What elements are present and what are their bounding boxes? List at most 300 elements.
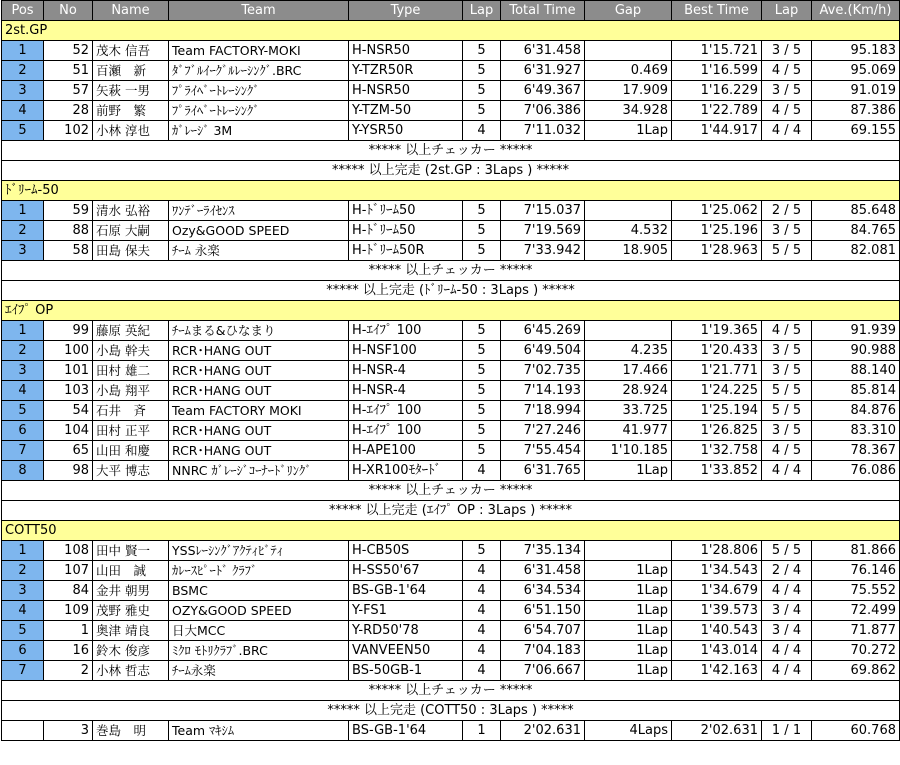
gap-cell: 1Lap — [585, 581, 672, 601]
name-cell: 田村 雄二 — [93, 361, 169, 381]
total-time-cell: 6'34.534 — [501, 581, 585, 601]
best-time-cell: 1'26.825 — [672, 421, 762, 441]
number-cell: 98 — [44, 461, 93, 481]
pos-cell: 1 — [2, 41, 44, 61]
type-cell: H-XR100ﾓﾀｰﾄﾞ — [349, 461, 463, 481]
total-time-cell: 7'06.667 — [501, 661, 585, 681]
table-row — [2, 601, 900, 621]
table-row — [2, 101, 900, 121]
number-cell: 100 — [44, 341, 93, 361]
total-time-cell: 7'06.386 — [501, 101, 585, 121]
number-cell: 52 — [44, 41, 93, 61]
lap-cell: 4 — [463, 561, 501, 581]
type-cell: H-ﾄﾞﾘｰﾑ50 — [349, 201, 463, 221]
type-cell: H-NSR-4 — [349, 381, 463, 401]
pos-cell: 2 — [2, 221, 44, 241]
best-time-cell: 1'24.225 — [672, 381, 762, 401]
gap-cell: 41.977 — [585, 421, 672, 441]
pos-cell: 1 — [2, 321, 44, 341]
team-cell: YSSﾚｰｼﾝｸﾞｱｸﾃｨﾋﾞﾃｨ — [169, 541, 349, 561]
average-speed-cell: 88.140 — [812, 361, 900, 381]
name-cell: 巻島 明 — [93, 721, 169, 741]
average-speed-cell: 78.367 — [812, 441, 900, 461]
average-speed-cell: 95.183 — [812, 41, 900, 61]
finish-note — [2, 281, 900, 301]
pos-cell: 2 — [2, 341, 44, 361]
type-cell: Y-RD50'78 — [349, 621, 463, 641]
average-speed-cell: 82.081 — [812, 241, 900, 261]
checker-note — [2, 681, 900, 701]
best-lap-cell: 1 / 1 — [762, 721, 812, 741]
table-row — [2, 81, 900, 101]
type-cell: H-ｴｲﾌﾟ 100 — [349, 321, 463, 341]
table-row — [2, 401, 900, 421]
table-row — [2, 541, 900, 561]
lap-cell: 4 — [463, 621, 501, 641]
team-cell: Ozy&GOOD SPEED — [169, 221, 349, 241]
pos-cell: 6 — [2, 421, 44, 441]
lap-cell: 5 — [463, 221, 501, 241]
gap-cell: 1Lap — [585, 661, 672, 681]
number-cell: 65 — [44, 441, 93, 461]
finish-note-text: ***** 以上完走 (ｴｲﾌﾟ OP : 3Laps ) ***** — [2, 501, 900, 521]
number-cell: 54 — [44, 401, 93, 421]
best-time-cell: 1'15.721 — [672, 41, 762, 61]
name-cell: 前野 繁 — [93, 101, 169, 121]
best-lap-cell: 4 / 4 — [762, 661, 812, 681]
type-cell: H-NSR-4 — [349, 361, 463, 381]
gap-cell: 1Lap — [585, 121, 672, 141]
number-cell: 102 — [44, 121, 93, 141]
table-row — [2, 61, 900, 81]
team-cell: ﾌﾟﾗｲﾍﾞｰﾄﾚｰｼﾝｸﾞ — [169, 81, 349, 101]
total-time-cell: 7'15.037 — [501, 201, 585, 221]
gap-cell: 33.725 — [585, 401, 672, 421]
name-cell: 田島 保夫 — [93, 241, 169, 261]
column-header: Best Time — [672, 1, 762, 21]
gap-cell — [585, 41, 672, 61]
table-row — [2, 341, 900, 361]
name-cell: 茂木 信吾 — [93, 41, 169, 61]
average-speed-cell: 91.019 — [812, 81, 900, 101]
team-cell: RCR･HANG OUT — [169, 421, 349, 441]
best-time-cell: 1'25.062 — [672, 201, 762, 221]
table-row — [2, 221, 900, 241]
total-time-cell: 7'33.942 — [501, 241, 585, 261]
type-cell: H-NSR50 — [349, 41, 463, 61]
type-cell: H-ﾄﾞﾘｰﾑ50 — [349, 221, 463, 241]
average-speed-cell: 83.310 — [812, 421, 900, 441]
column-header: Lap — [762, 1, 812, 21]
table-row — [2, 201, 900, 221]
number-cell: 59 — [44, 201, 93, 221]
checker-note-text: ***** 以上チェッカー ***** — [2, 141, 900, 161]
type-cell: H-ｴｲﾌﾟ 100 — [349, 401, 463, 421]
best-lap-cell: 3 / 5 — [762, 221, 812, 241]
pos-cell: 3 — [2, 241, 44, 261]
best-lap-cell: 2 / 4 — [762, 561, 812, 581]
team-cell: NNRC ｶﾞﾚｰｼﾞｺｰﾅｰﾄﾞﾘﾝｸﾞ — [169, 461, 349, 481]
best-time-cell: 1'28.806 — [672, 541, 762, 561]
average-speed-cell: 75.552 — [812, 581, 900, 601]
name-cell: 山田 誠 — [93, 561, 169, 581]
number-cell: 1 — [44, 621, 93, 641]
total-time-cell: 7'19.569 — [501, 221, 585, 241]
average-speed-cell: 85.648 — [812, 201, 900, 221]
best-lap-cell: 3 / 5 — [762, 341, 812, 361]
best-lap-cell: 3 / 5 — [762, 361, 812, 381]
average-speed-cell: 95.069 — [812, 61, 900, 81]
best-time-cell: 1'39.573 — [672, 601, 762, 621]
table-row — [2, 641, 900, 661]
number-cell: 16 — [44, 641, 93, 661]
table-row — [2, 561, 900, 581]
best-time-cell: 1'21.771 — [672, 361, 762, 381]
type-cell: Y-YSR50 — [349, 121, 463, 141]
lap-cell: 5 — [463, 401, 501, 421]
average-speed-cell: 84.876 — [812, 401, 900, 421]
best-time-cell: 1'22.789 — [672, 101, 762, 121]
type-cell: H-APE100 — [349, 441, 463, 461]
best-time-cell: 1'19.365 — [672, 321, 762, 341]
column-header: Total Time — [501, 1, 585, 21]
gap-cell: 17.466 — [585, 361, 672, 381]
number-cell: 99 — [44, 321, 93, 341]
finish-note-text: ***** 以上完走 (2st.GP : 3Laps ) ***** — [2, 161, 900, 181]
team-cell: OZY&GOOD SPEED — [169, 601, 349, 621]
gap-cell — [585, 321, 672, 341]
pos-cell: 4 — [2, 101, 44, 121]
number-cell: 51 — [44, 61, 93, 81]
lap-cell: 5 — [463, 321, 501, 341]
column-header: Gap — [585, 1, 672, 21]
lap-cell: 4 — [463, 661, 501, 681]
type-cell: Y-FS1 — [349, 601, 463, 621]
gap-cell: 34.928 — [585, 101, 672, 121]
name-cell: 鈴木 俊彦 — [93, 641, 169, 661]
type-cell: H-ｴｲﾌﾟ 100 — [349, 421, 463, 441]
pos-cell: 1 — [2, 201, 44, 221]
pos-cell: 1 — [2, 541, 44, 561]
gap-cell: 1Lap — [585, 621, 672, 641]
type-cell: H-NSF100 — [349, 341, 463, 361]
type-cell: H-CB50S — [349, 541, 463, 561]
team-cell: ﾁｰﾑ 永楽 — [169, 241, 349, 261]
lap-cell: 4 — [463, 581, 501, 601]
total-time-cell: 7'11.032 — [501, 121, 585, 141]
gap-cell: 1Lap — [585, 461, 672, 481]
number-cell: 58 — [44, 241, 93, 261]
checker-note — [2, 481, 900, 501]
best-lap-cell: 4 / 5 — [762, 61, 812, 81]
finish-note-text: ***** 以上完走 (COTT50 : 3Laps ) ***** — [2, 701, 900, 721]
total-time-cell: 6'31.765 — [501, 461, 585, 481]
best-time-cell: 1'34.543 — [672, 561, 762, 581]
pos-cell — [2, 721, 44, 741]
type-cell: BS-GB-1'64 — [349, 581, 463, 601]
table-row — [2, 321, 900, 341]
average-speed-cell: 72.499 — [812, 601, 900, 621]
gap-cell — [585, 201, 672, 221]
type-cell: H-SS50'67 — [349, 561, 463, 581]
best-lap-cell: 5 / 5 — [762, 401, 812, 421]
total-time-cell: 6'51.150 — [501, 601, 585, 621]
type-cell: H-NSR50 — [349, 81, 463, 101]
section-title — [2, 181, 900, 201]
average-speed-cell: 76.146 — [812, 561, 900, 581]
best-time-cell: 1'25.194 — [672, 401, 762, 421]
lap-cell: 5 — [463, 341, 501, 361]
average-speed-cell: 81.866 — [812, 541, 900, 561]
header-row — [2, 1, 900, 21]
table-row — [2, 441, 900, 461]
best-lap-cell: 2 / 5 — [762, 201, 812, 221]
lap-cell: 4 — [463, 121, 501, 141]
name-cell: 小林 哲志 — [93, 661, 169, 681]
pos-cell: 3 — [2, 81, 44, 101]
pos-cell: 6 — [2, 641, 44, 661]
gap-cell: 0.469 — [585, 61, 672, 81]
best-lap-cell: 4 / 5 — [762, 321, 812, 341]
team-cell: ﾐｸﾛ ﾓﾄﾘｸﾗﾌﾞ.BRC — [169, 641, 349, 661]
pos-cell: 5 — [2, 401, 44, 421]
name-cell: 小林 淳也 — [93, 121, 169, 141]
name-cell: 大平 博志 — [93, 461, 169, 481]
finish-note — [2, 501, 900, 521]
type-cell: Y-TZR50R — [349, 61, 463, 81]
team-cell: RCR･HANG OUT — [169, 361, 349, 381]
name-cell: 石原 大嗣 — [93, 221, 169, 241]
table-row — [2, 361, 900, 381]
best-lap-cell: 3 / 5 — [762, 41, 812, 61]
average-speed-cell: 85.814 — [812, 381, 900, 401]
name-cell: 山田 和慶 — [93, 441, 169, 461]
gap-cell: 1Lap — [585, 601, 672, 621]
team-cell: ｶﾚｰｽﾋﾟｰﾄﾞ ｸﾗﾌﾞ — [169, 561, 349, 581]
total-time-cell: 2'02.631 — [501, 721, 585, 741]
gap-cell — [585, 541, 672, 561]
best-lap-cell: 4 / 4 — [762, 581, 812, 601]
best-time-cell: 1'28.963 — [672, 241, 762, 261]
lap-cell: 5 — [463, 381, 501, 401]
table-row — [2, 581, 900, 601]
team-cell: BSMC — [169, 581, 349, 601]
type-cell: H-ﾄﾞﾘｰﾑ50R — [349, 241, 463, 261]
type-cell: VANVEEN50 — [349, 641, 463, 661]
team-cell: 日大MCC — [169, 621, 349, 641]
name-cell: 百瀬 新 — [93, 61, 169, 81]
total-time-cell: 6'31.927 — [501, 61, 585, 81]
pos-cell: 4 — [2, 381, 44, 401]
gap-cell: 4Laps — [585, 721, 672, 741]
average-speed-cell: 91.939 — [812, 321, 900, 341]
best-time-cell: 1'43.014 — [672, 641, 762, 661]
finish-note — [2, 701, 900, 721]
best-time-cell: 2'02.631 — [672, 721, 762, 741]
column-header: Name — [93, 1, 169, 21]
average-speed-cell: 60.768 — [812, 721, 900, 741]
lap-cell: 5 — [463, 101, 501, 121]
average-speed-cell: 71.877 — [812, 621, 900, 641]
total-time-cell: 7'18.994 — [501, 401, 585, 421]
table-row — [2, 621, 900, 641]
gap-cell: 1'10.185 — [585, 441, 672, 461]
average-speed-cell: 69.155 — [812, 121, 900, 141]
gap-cell: 28.924 — [585, 381, 672, 401]
best-lap-cell: 4 / 4 — [762, 641, 812, 661]
section-title — [2, 21, 900, 41]
lap-cell: 5 — [463, 81, 501, 101]
pos-cell: 5 — [2, 121, 44, 141]
total-time-cell: 6'31.458 — [501, 41, 585, 61]
lap-cell: 5 — [463, 541, 501, 561]
section-title-text: ﾄﾞﾘｰﾑ-50 — [2, 181, 900, 201]
lap-cell: 5 — [463, 241, 501, 261]
table-row — [2, 121, 900, 141]
checker-note-text: ***** 以上チェッカー ***** — [2, 481, 900, 501]
pos-cell: 7 — [2, 441, 44, 461]
best-lap-cell: 5 / 5 — [762, 381, 812, 401]
number-cell: 103 — [44, 381, 93, 401]
pos-cell: 2 — [2, 561, 44, 581]
total-time-cell: 7'02.735 — [501, 361, 585, 381]
table-row — [2, 661, 900, 681]
total-time-cell: 6'45.269 — [501, 321, 585, 341]
name-cell: 藤原 英紀 — [93, 321, 169, 341]
total-time-cell: 7'35.134 — [501, 541, 585, 561]
average-speed-cell: 90.988 — [812, 341, 900, 361]
section-title — [2, 521, 900, 541]
table-row — [2, 461, 900, 481]
number-cell: 28 — [44, 101, 93, 121]
number-cell: 108 — [44, 541, 93, 561]
average-speed-cell: 84.765 — [812, 221, 900, 241]
gap-cell: 4.235 — [585, 341, 672, 361]
pos-cell: 2 — [2, 61, 44, 81]
pos-cell: 8 — [2, 461, 44, 481]
table-row — [2, 381, 900, 401]
type-cell: BS-GB-1'64 — [349, 721, 463, 741]
team-cell: ﾁｰﾑまる&ひなまり — [169, 321, 349, 341]
number-cell: 107 — [44, 561, 93, 581]
lap-cell: 5 — [463, 361, 501, 381]
lap-cell: 4 — [463, 461, 501, 481]
total-time-cell: 7'27.246 — [501, 421, 585, 441]
team-cell: ﾜﾝﾃﾞｰﾗｲｾﾝｽ — [169, 201, 349, 221]
gap-cell: 1Lap — [585, 561, 672, 581]
total-time-cell: 7'14.193 — [501, 381, 585, 401]
number-cell: 2 — [44, 661, 93, 681]
total-time-cell: 6'49.504 — [501, 341, 585, 361]
best-lap-cell: 5 / 5 — [762, 241, 812, 261]
finish-note — [2, 161, 900, 181]
finish-note-text: ***** 以上完走 (ﾄﾞﾘｰﾑ-50 : 3Laps ) ***** — [2, 281, 900, 301]
lap-cell: 5 — [463, 41, 501, 61]
lap-cell: 5 — [463, 61, 501, 81]
average-speed-cell: 76.086 — [812, 461, 900, 481]
team-cell: RCR･HANG OUT — [169, 341, 349, 361]
total-time-cell: 6'31.458 — [501, 561, 585, 581]
number-cell: 57 — [44, 81, 93, 101]
best-lap-cell: 4 / 4 — [762, 121, 812, 141]
column-header: Pos — [2, 1, 44, 21]
best-lap-cell: 3 / 5 — [762, 81, 812, 101]
checker-note-text: ***** 以上チェッカー ***** — [2, 681, 900, 701]
section-title-text: 2st.GP — [2, 21, 900, 41]
best-time-cell: 1'42.163 — [672, 661, 762, 681]
number-cell: 3 — [44, 721, 93, 741]
column-header: Lap — [463, 1, 501, 21]
total-time-cell: 6'54.707 — [501, 621, 585, 641]
section-title-text: ｴｲﾌﾟ OP — [2, 301, 900, 321]
average-speed-cell: 69.862 — [812, 661, 900, 681]
gap-cell: 18.905 — [585, 241, 672, 261]
pos-cell: 3 — [2, 361, 44, 381]
pos-cell: 3 — [2, 581, 44, 601]
best-time-cell: 1'40.543 — [672, 621, 762, 641]
number-cell: 84 — [44, 581, 93, 601]
team-cell: ﾌﾟﾗｲﾍﾞｰﾄﾚｰｼﾝｸﾞ — [169, 101, 349, 121]
best-lap-cell: 4 / 5 — [762, 101, 812, 121]
team-cell: ﾁｰﾑ永楽 — [169, 661, 349, 681]
best-time-cell: 1'25.196 — [672, 221, 762, 241]
name-cell: 小島 幹夫 — [93, 341, 169, 361]
best-lap-cell: 3 / 4 — [762, 601, 812, 621]
results-table — [1, 0, 900, 741]
pos-cell: 7 — [2, 661, 44, 681]
team-cell: RCR･HANG OUT — [169, 441, 349, 461]
name-cell: 田中 賢一 — [93, 541, 169, 561]
gap-cell: 1Lap — [585, 641, 672, 661]
best-time-cell: 1'16.599 — [672, 61, 762, 81]
average-speed-cell: 87.386 — [812, 101, 900, 121]
best-lap-cell: 4 / 5 — [762, 441, 812, 461]
checker-note-text: ***** 以上チェッカー ***** — [2, 261, 900, 281]
table-row — [2, 41, 900, 61]
checker-note — [2, 141, 900, 161]
team-cell: ｶﾞﾚｰｼﾞ 3M — [169, 121, 349, 141]
best-lap-cell: 3 / 4 — [762, 621, 812, 641]
name-cell: 田村 正平 — [93, 421, 169, 441]
team-cell: Team FACTORY MOKI — [169, 401, 349, 421]
number-cell: 88 — [44, 221, 93, 241]
table-row — [2, 721, 900, 741]
best-time-cell: 1'34.679 — [672, 581, 762, 601]
lap-cell: 4 — [463, 641, 501, 661]
best-time-cell: 1'32.758 — [672, 441, 762, 461]
number-cell: 104 — [44, 421, 93, 441]
total-time-cell: 7'04.183 — [501, 641, 585, 661]
pos-cell: 5 — [2, 621, 44, 641]
team-cell: Team ﾏｷｼﾑ — [169, 721, 349, 741]
lap-cell: 5 — [463, 441, 501, 461]
name-cell: 石井 斉 — [93, 401, 169, 421]
name-cell: 矢萩 一男 — [93, 81, 169, 101]
number-cell: 101 — [44, 361, 93, 381]
table-row — [2, 421, 900, 441]
best-time-cell: 1'33.852 — [672, 461, 762, 481]
name-cell: 茂野 雅史 — [93, 601, 169, 621]
best-time-cell: 1'16.229 — [672, 81, 762, 101]
lap-cell: 4 — [463, 601, 501, 621]
best-time-cell: 1'20.433 — [672, 341, 762, 361]
average-speed-cell: 70.272 — [812, 641, 900, 661]
gap-cell: 17.909 — [585, 81, 672, 101]
best-lap-cell: 3 / 5 — [762, 421, 812, 441]
best-lap-cell: 5 / 5 — [762, 541, 812, 561]
type-cell: Y-TZM-50 — [349, 101, 463, 121]
name-cell: 清水 弘裕 — [93, 201, 169, 221]
